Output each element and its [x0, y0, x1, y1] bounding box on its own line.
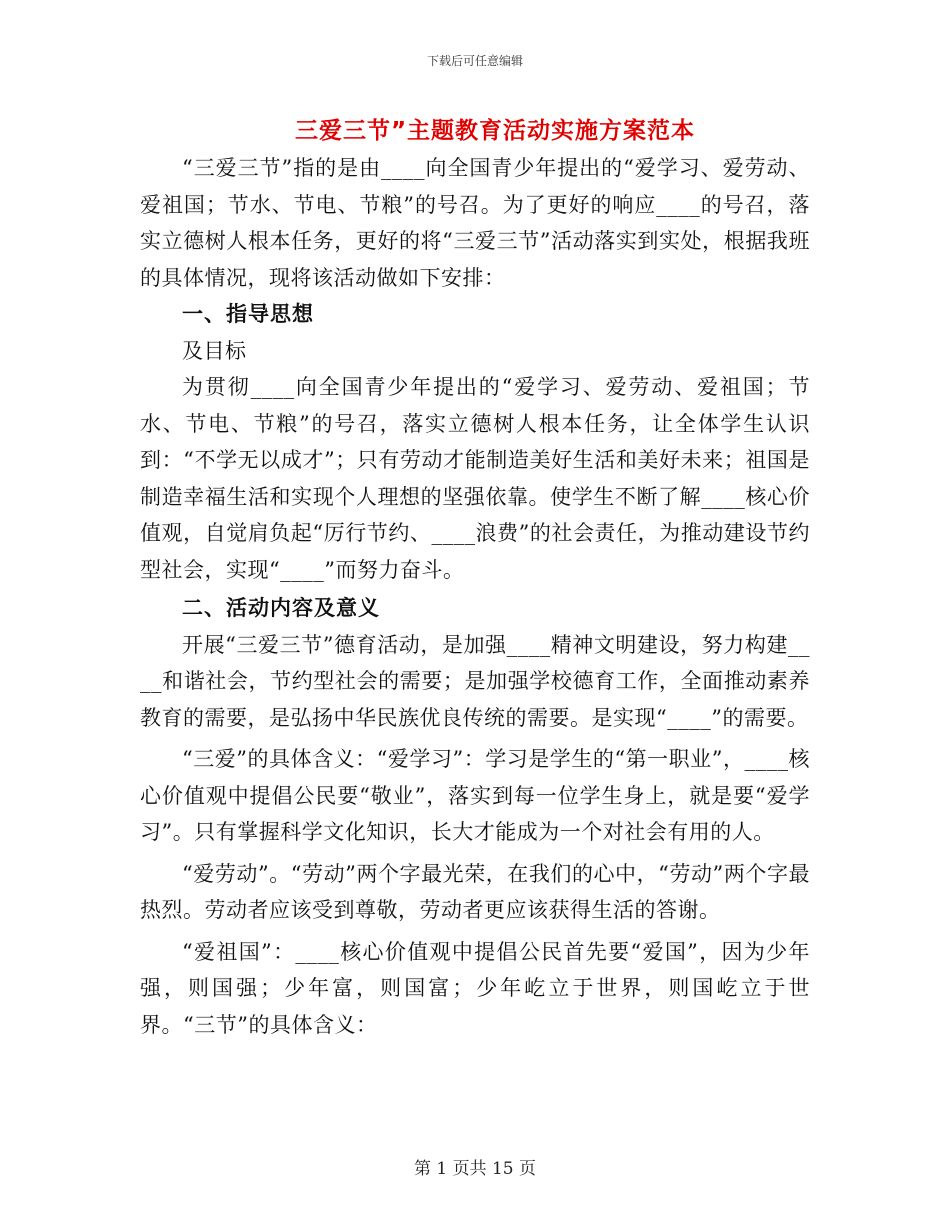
section-subheading-goals: 及目标	[182, 338, 247, 363]
section-heading-guiding-ideology: 一、指导思想	[182, 302, 314, 326]
love-labor-paragraph: “爱劳动”。“劳动”两个字最光荣，在我们的心中，“劳动”两个字最热烈。劳动者应该受到尊敬，劳动者更应该获得生活的答谢。	[140, 861, 810, 922]
document-title: 三爱三节”主题教育活动实施方案范本	[294, 118, 696, 144]
page-number-footer: 第 1 页共 15 页	[413, 1159, 537, 1179]
page-header-note: 下载后可任意编辑	[426, 54, 523, 68]
intro-paragraph: “三爱三节”指的是由____向全国青少年提出的“爱学习、爱劳动、爱祖国；节水、节电、节粮”的号召。为了更好的响应____的号召，落实立德树人根本任务，更好的将“三爱三节”活动落实到实处，根据我班的具体情况，现将该活动做如下安排：	[140, 156, 810, 290]
love-learning-paragraph: “三爱”的具体含义：“爱学习”：学习是学生的“第一职业”，____核心价值观中提倡公民要“敬业”，落实到每一位学生身上，就是要“爱学习”。只有掌握科学文化知识，长大才能成为一个对社会有用的人。	[140, 747, 810, 844]
guiding-ideology-paragraph: 为贯彻____向全国青少年提出的“爱学习、爱劳动、爱祖国；节水、节电、节粮”的号召，落实立德树人根本任务，让全体学生认识到：“不学无以成才”；只有劳动才能制造美好生活和美好未来；祖国是制造幸福生活和实现个人理想的坚强依靠。使学生不断了解____核心价值观，自觉肩负起“厉行节约、____浪费”的社会责任，为推动建设节约型社会，实现“____”而努力奋斗。	[140, 375, 810, 582]
love-country-paragraph: “爱祖国”：____核心价值观中提倡公民首先要“爱国”，因为少年强，则国强；少年富，则国富；少年屹立于世界，则国屹立于世界。“三节”的具体含义：	[140, 939, 810, 1037]
activity-content-paragraph: 开展“三爱三节”德育活动，是加强____精神文明建设，努力构建____和谐社会，节约型社会的需要；是加强学校德育工作，全面推动素养教育的需要，是弘扬中华民族优良传统的需要。是实现“____”的需要。	[140, 632, 810, 730]
section-heading-activity-content: 二、活动内容及意义	[182, 596, 380, 620]
document-body	[140, 150, 810, 1043]
